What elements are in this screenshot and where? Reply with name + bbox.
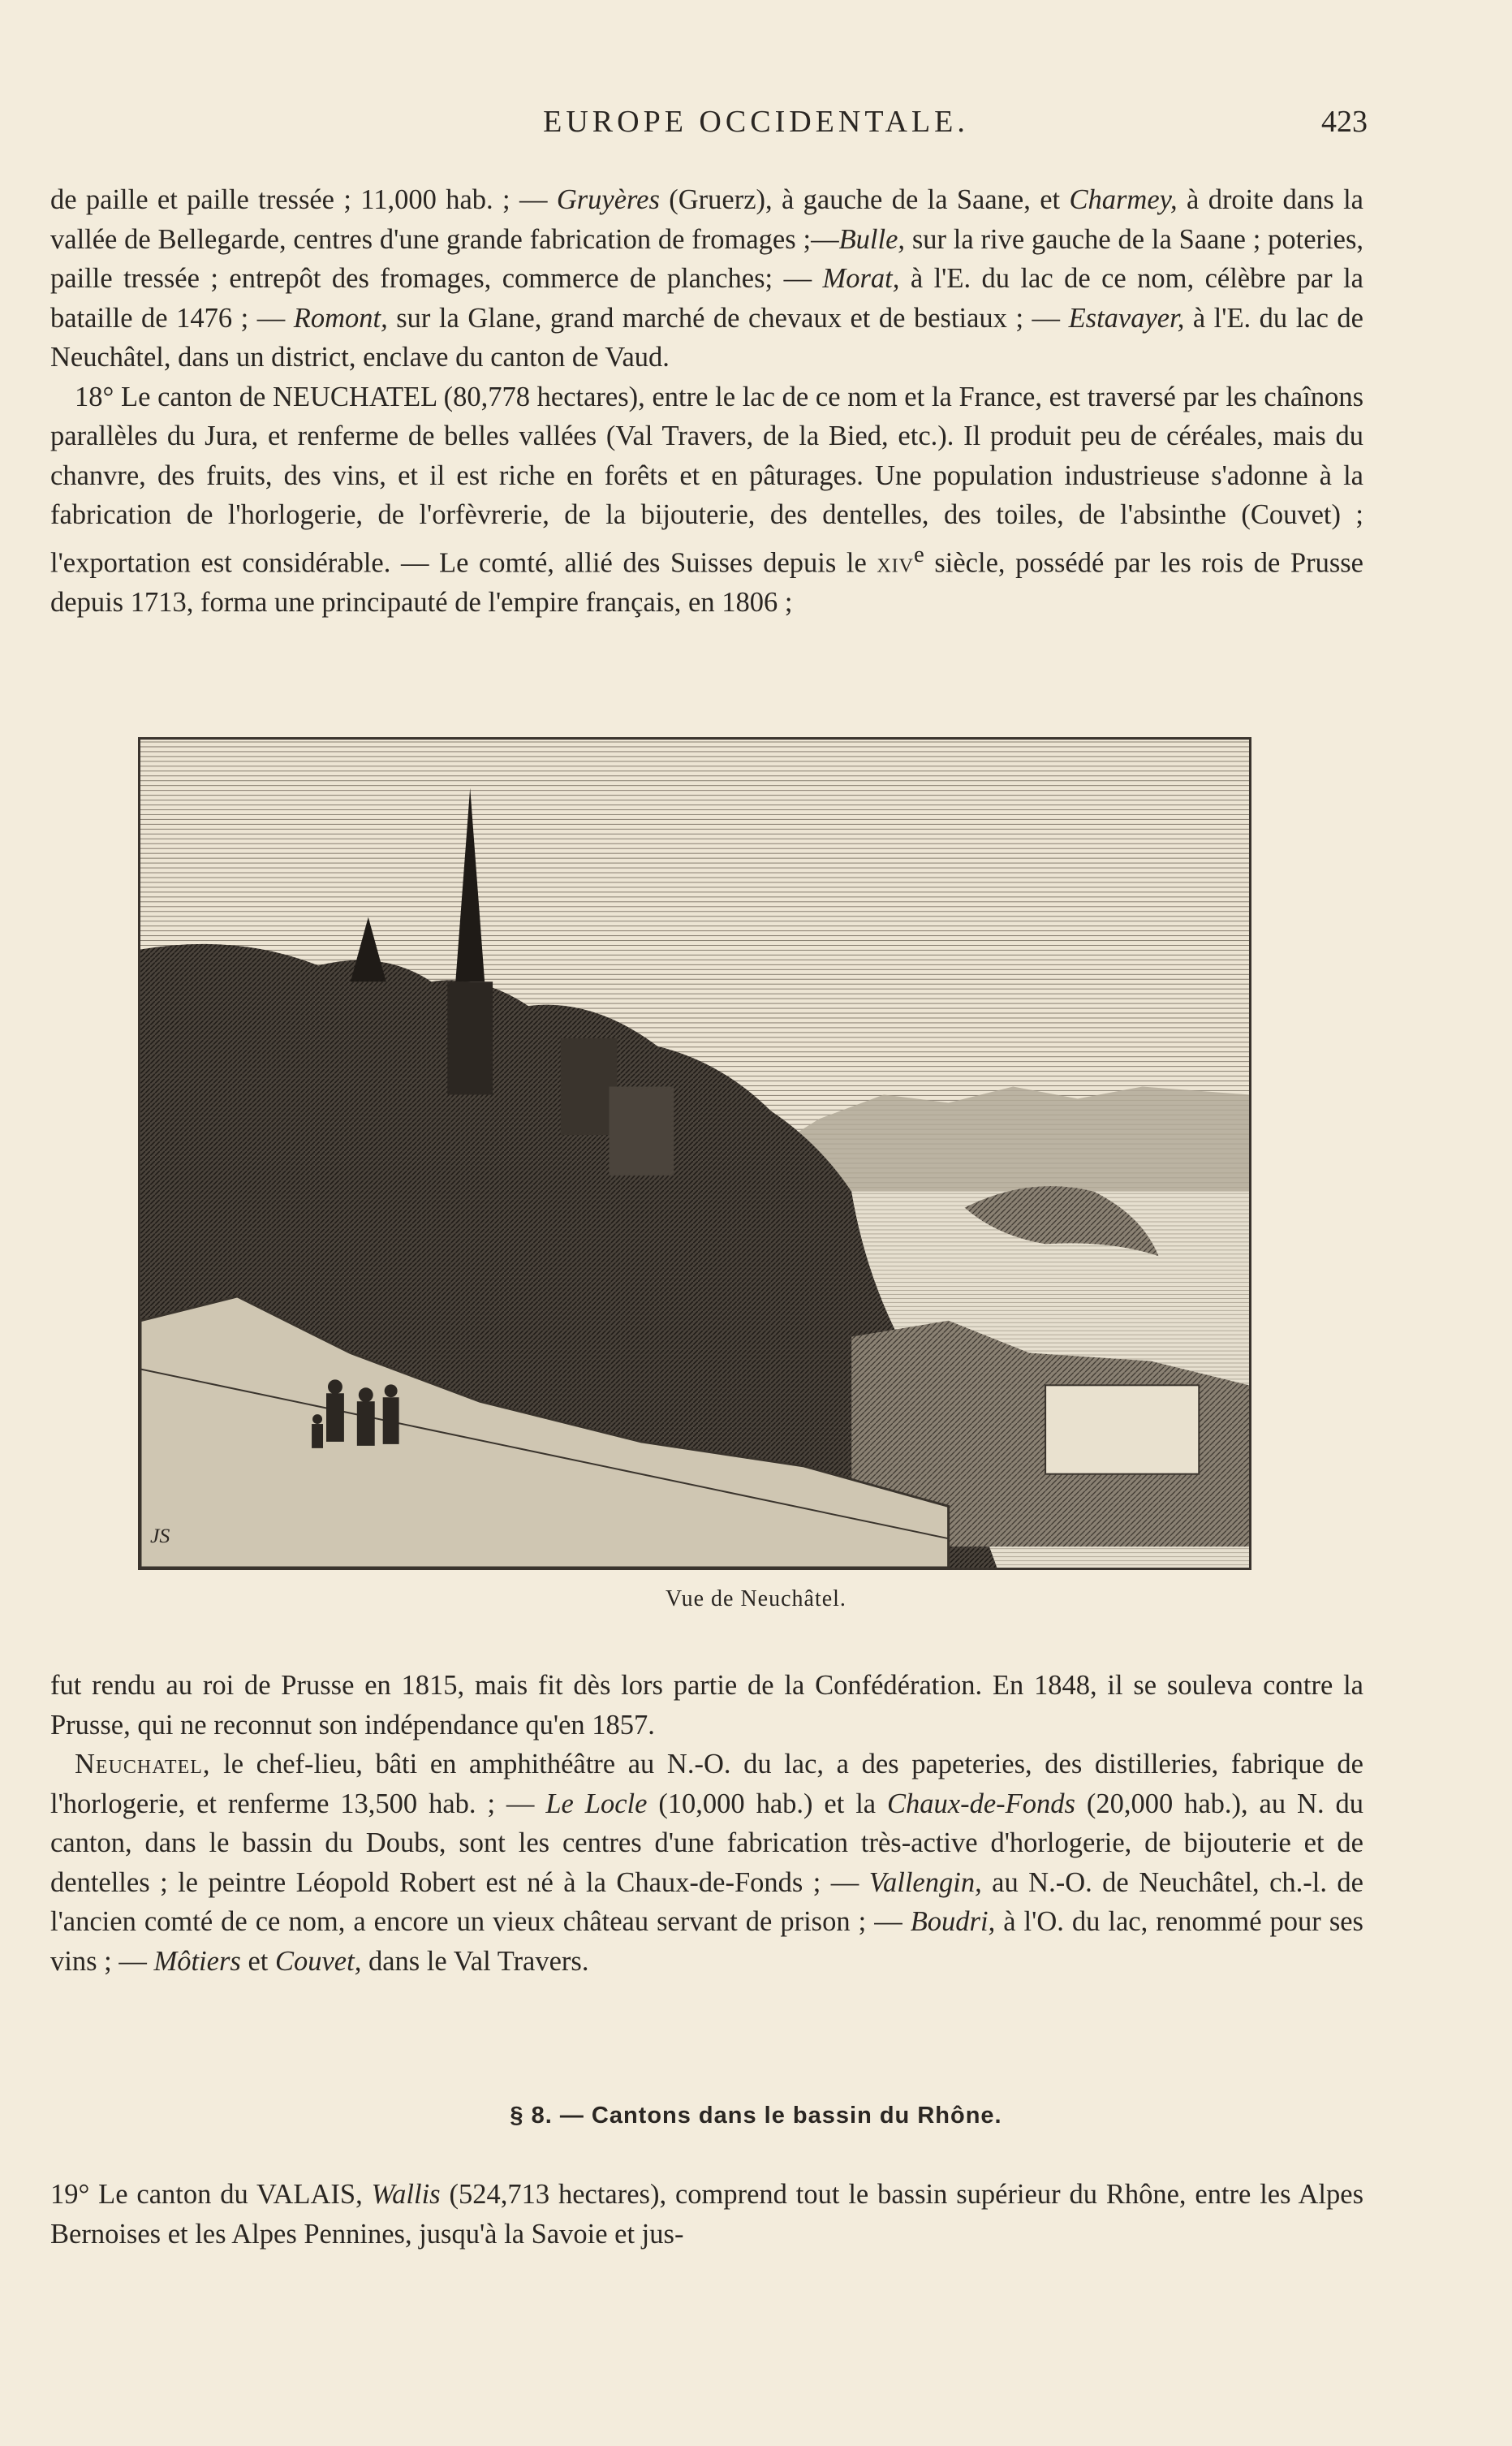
place-name-le-locle: Le Locle	[545, 1788, 648, 1819]
place-name-neuchatel: Neuchatel,	[75, 1749, 211, 1779]
text-run: à droite dans la vallée de Bellegarde, centres d'une grande fabrication de fromages ;—	[50, 184, 1363, 255]
paragraph-prussia	[50, 1666, 1363, 1745]
text-run: le chef-lieu, bâti en amphithéâtre au N.-O. du lac, a des papeteries, des distilleries, fabrique de l'horlogerie, et renferme 13,500 hab. ; —	[50, 1749, 1363, 1819]
figure-caption: Vue de Neuchâtel.	[666, 1586, 846, 1611]
paragraph-fribourg-towns	[50, 180, 1363, 377]
place-name-estavayer: Estavayer,	[1068, 302, 1185, 334]
text-run: dans le Val Travers.	[361, 1945, 589, 1977]
place-name-motiers: Môtiers	[153, 1945, 241, 1977]
paragraph-valais	[50, 2175, 1363, 2254]
place-name-morat: Morat,	[822, 263, 900, 294]
paragraph-neuchatel-city	[50, 1745, 1363, 1981]
text-run: sur la Glane, grand marché de chevaux et de bestiaux ; —	[387, 302, 1069, 334]
text-run: à l'E. du lac de Neuchâtel, dans un district, enclave du canton de Vaud.	[50, 302, 1363, 373]
text-run: 18° Le canton de NEUCHATEL (80,778 hectares), entre le lac de ce nom et la France, est traversé par les chaînons parallèles du Jura, et renferme de belles vallées (Val Travers, de la Bied, etc.). Il produit peu de céréales, mais du chanvre, des fruits, des vins, et il est riche en forêts et en pâturages. Une population industrieuse s'adonne à la fabrication de l'horlogerie, de l'orfèvrerie, de la bijouterie, des dentelles, des toiles, de l'absinthe (Couvet) ; l'exportation est considérable. — Le comté, allié des Suisses depuis le	[50, 381, 1363, 578]
white-house	[1045, 1385, 1199, 1473]
text-run: et	[240, 1945, 275, 1977]
text-run: à l'O. du lac, renommé pour ses vins ; —	[50, 1906, 1363, 1977]
paragraph-neuchatel-canton	[50, 377, 1363, 623]
engraving-figure	[138, 737, 1251, 1570]
text-run: à l'E. du lac de ce nom, célèbre par la bataille de 1476 ; —	[50, 263, 1363, 334]
text-run: (20,000 hab.), au N. du canton, dans le bassin du Doubs, sont les centres d'une fabrication très-active d'horlogerie, de bijouterie et de dentelles ; le peintre Léopold Robert est né à la Chaux-de-Fonds ; —	[50, 1788, 1363, 1898]
text-block-bottom	[50, 2175, 1363, 2254]
castle-building	[609, 1086, 674, 1175]
text-run: (Gruerz), à gauche de la Saane, et	[659, 184, 1070, 215]
running-title: EUROPE OCCIDENTALE.	[543, 105, 969, 139]
place-name-charmey: Charmey,	[1069, 184, 1178, 215]
text-run: au N.-O. de Neuchâtel, ch.-l. de l'ancien comté de ce nom, a encore un vieux château servant de prison ; —	[50, 1866, 1363, 1937]
text-run: de paille et paille tressée ; 11,000 hab. ; —	[50, 184, 557, 215]
place-name-gruyeres: Gruyères	[556, 184, 660, 215]
place-name-chaux-de-fonds: Chaux-de-Fonds	[887, 1788, 1075, 1819]
century-numeral: xiv	[877, 547, 914, 578]
text-block-top	[50, 180, 1363, 622]
place-name-boudri: Boudri,	[910, 1906, 996, 1937]
text-run: 19° Le canton du VALAIS,	[50, 2179, 372, 2210]
superscript: e	[914, 541, 924, 567]
running-head	[0, 104, 1512, 153]
text-block-middle	[50, 1666, 1363, 1981]
text-run: sur la rive gauche de la Saane ; poteries, paille tressée ; entrepôt des fromages, commerce de planches; —	[50, 223, 1363, 294]
place-name-bulle: Bulle,	[838, 223, 906, 255]
castle-tower	[561, 1038, 618, 1135]
section-heading: § 8. — Cantons dans le bassin du Rhône.	[510, 2103, 1002, 2129]
place-name-couvet: Couvet,	[274, 1945, 362, 1977]
church-tower	[447, 981, 493, 1094]
engraver-signature: JS	[149, 1524, 170, 1548]
place-name-vallengin: Vallengin,	[868, 1866, 982, 1898]
text-run: fut rendu au roi de Prusse en 1815, mais fit dès lors partie de la Confédération. En 1848, il se souleva contre la Prusse, qui ne reconnut son indépendance qu'en 1857.	[50, 1670, 1363, 1741]
page-number: 423	[1321, 105, 1368, 139]
engraving-illustration	[140, 740, 1249, 1568]
text-run: siècle, possédé par les rois de Prusse depuis 1713, forma une principauté de l'empire français, en 1806 ;	[50, 547, 1363, 618]
text-run: (524,713 hectares), comprend tout le bassin supérieur du Rhône, entre les Alpes Bernoises et les Alpes Pennines, jusqu'à la Savoie et jus-	[50, 2179, 1364, 2250]
text-run: (10,000 hab.) et la	[647, 1788, 888, 1819]
place-name-romont: Romont,	[293, 302, 388, 334]
place-name-wallis: Wallis	[371, 2179, 441, 2210]
